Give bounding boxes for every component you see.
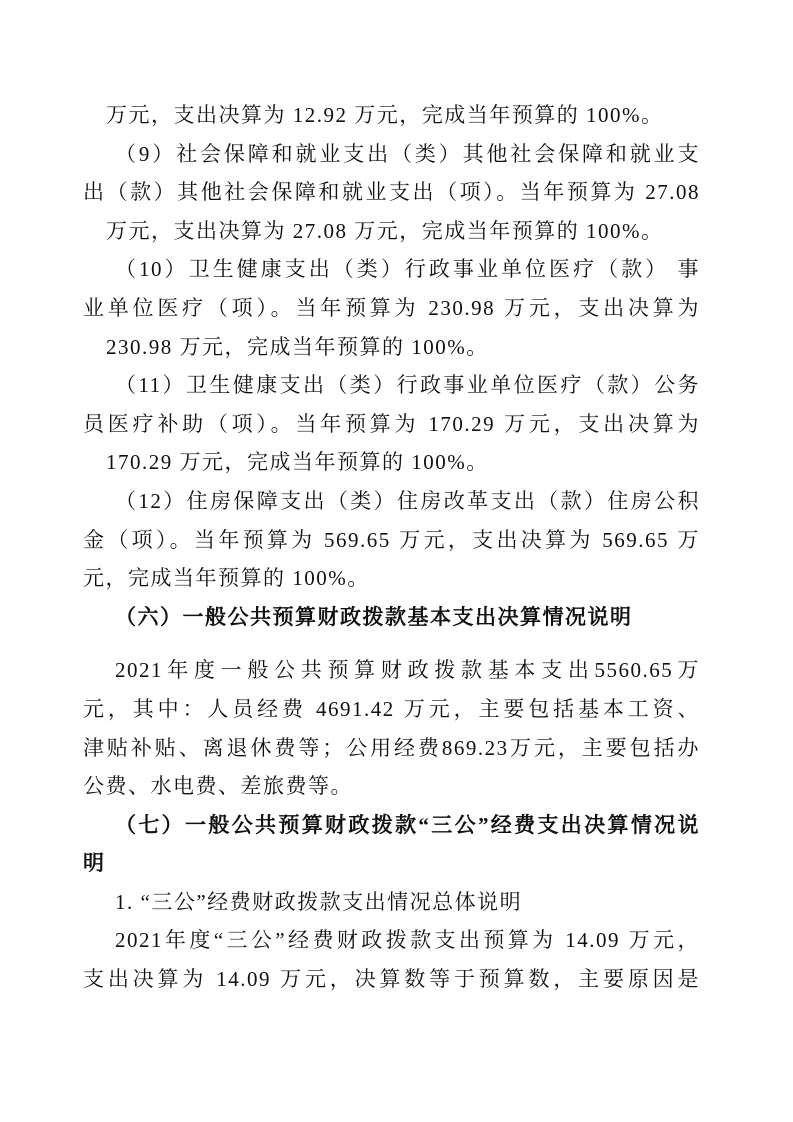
body-text-line: 230.98 万元，完成当年预算的 100%。: [106, 334, 489, 359]
section-heading-line: 明: [83, 851, 106, 876]
body-text-line: 业单位医疗（项）。当年预算为 230.98 万元，支出决算为: [83, 295, 700, 320]
section-heading-line: （六）一般公共预算财政拨款基本支出决算情况说明: [115, 604, 633, 629]
body-text-line: （12）住房保障支出（类）住房改革支出（款）住房公积: [115, 488, 700, 513]
body-text-line: 元，完成当年预算的 100%。: [83, 566, 370, 591]
body-text-line: 支出决算为 14.09 万元，决算数等于预算数，主要原因是: [83, 967, 700, 992]
body-text-line: 万元，支出决算为 12.92 万元，完成当年预算的 100%。: [106, 103, 664, 127]
body-text-line: 员医疗补助（项）。当年预算为 170.29 万元，支出决算为: [83, 411, 700, 436]
body-text-line: 万元，支出决算为 27.08 万元，完成当年预算的 100%。: [106, 218, 664, 243]
body-text-line: （11）卫生健康支出（类）行政事业单位医疗（款）公务: [115, 373, 700, 398]
body-text-line: 公费、水电费、差旅费等。: [83, 774, 353, 799]
body-text-line: 1. “三公”经费财政拨款支出情况总体说明: [115, 889, 523, 914]
section-heading-line: （七）一般公共预算财政拨款“三公”经费支出决算情况说: [115, 812, 700, 837]
body-text-line: 出（款）其他社会保障和就业支出（项）。当年预算为 27.08: [83, 180, 700, 205]
body-text-line: （9）社会保障和就业支出（类）其他社会保障和就业支: [115, 141, 700, 166]
body-text-line: （10）卫生健康支出（类）行政事业单位医疗（款） 事: [115, 257, 700, 282]
body-text-line: 2021年度一般公共预算财政拨款基本支出5560.65万: [115, 658, 700, 683]
body-text-line: 津贴补贴、离退休费等；公用经费869.23万元，主要包括办: [83, 735, 700, 760]
body-text-line: 170.29 万元，完成当年预算的 100%。: [106, 450, 489, 475]
body-text-line: 2021年度“三公”经费财政拨款支出预算为 14.09 万元，: [115, 928, 700, 953]
document-text-block: [83, 96, 700, 999]
body-text-line: 金（项）。当年预算为 569.65 万元，支出决算为 569.65 万: [83, 527, 700, 552]
body-text-line: 元，其中：人员经费 4691.42 万元，主要包括基本工资、: [83, 696, 700, 721]
